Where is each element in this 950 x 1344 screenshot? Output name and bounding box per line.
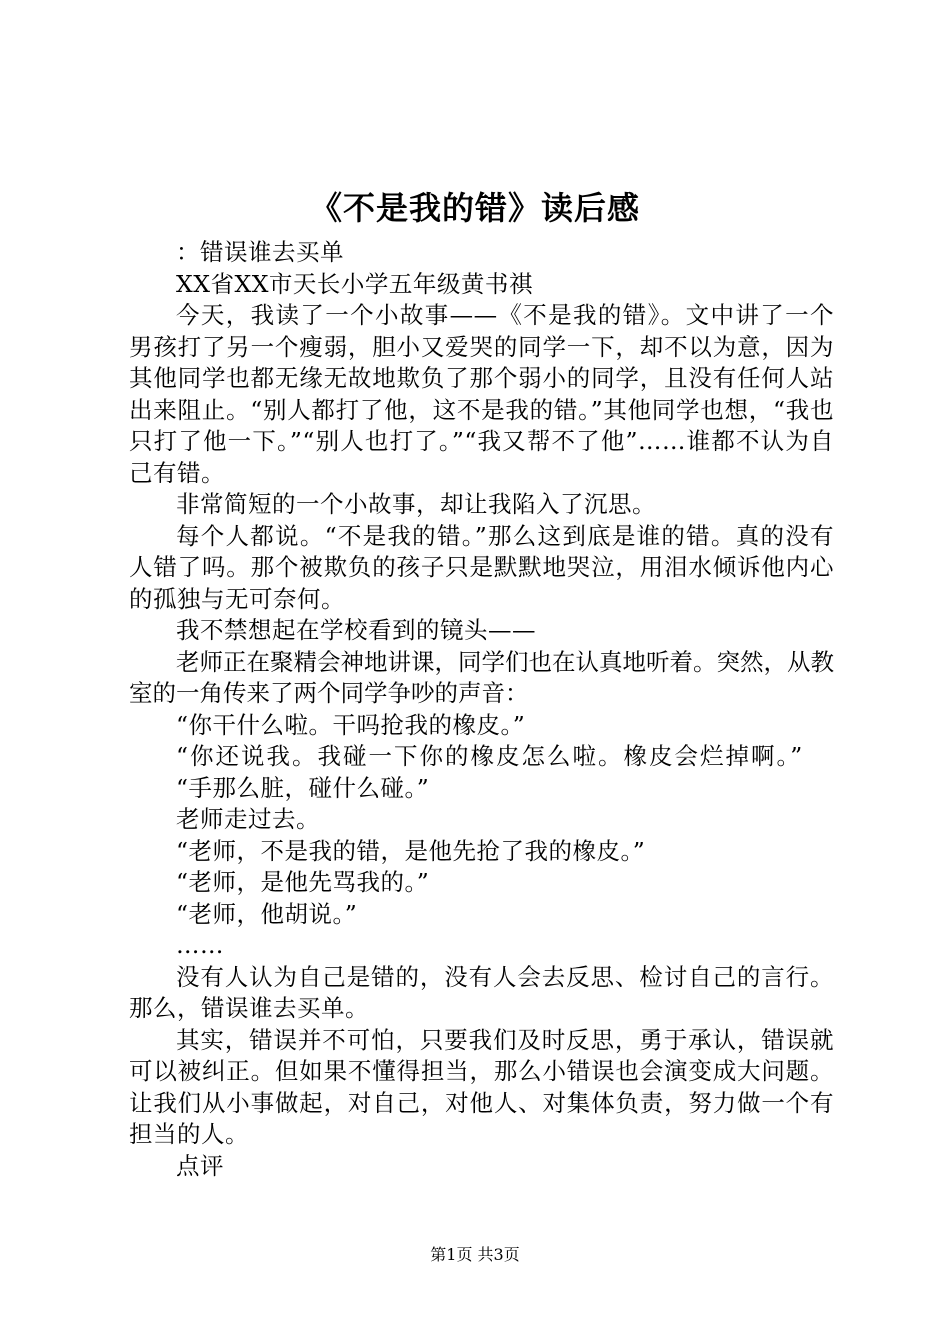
page-number-footer: 第1页 共3页	[430, 1245, 520, 1264]
body-paragraph: 老师走过去。	[176, 805, 320, 833]
body-paragraph: 其实，错误并不可怕，只要我们及时反思，勇于承认，错误就可以被纠正。但如果不懂得担当，那么小错误也会演变成大问题。让我们从小事做起，对自己，对他人、对集体负责，努力做一个有担当的人。	[129, 1025, 834, 1148]
body-paragraph: 老师正在聚精会神地讲课，同学们也在认真地听着。突然，从教室的一角传来了两个同学争吵的声音：	[129, 647, 834, 707]
document-title: 《不是我的错》读后感	[309, 189, 640, 227]
dialogue-line: “你干什么啦。干吗抢我的橡皮。”	[176, 710, 526, 739]
subtitle-paragraph: ：错误谁去买单	[176, 238, 344, 266]
ellipsis-line: ……	[176, 931, 224, 959]
dialogue-line: “老师，不是我的错，是他先抢了我的橡皮。”	[176, 836, 646, 865]
author-line: XX省XX市天长小学五年级黄书祺	[176, 269, 533, 298]
body-paragraph: 没有人认为自己是错的，没有人会去反思、检讨自己的言行。那么，错误谁去买单。	[129, 962, 834, 1022]
dialogue-line: “你还说我。我碰一下你的橡皮怎么啦。橡皮会烂掉啊。”	[176, 742, 805, 770]
body-paragraph: 今天，我读了一个小故事——《不是我的错》。文中讲了一个男孩打了另一个瘦弱，胆小又爱哭的同学一下，却不以为意，因为其他同学也都无缘无故地欺负了那个弱小的同学，且没有任何人站出来阻止。“别人都打了他，这不是我的错。”其他同学也想，“我也只打了他一下。”“别人也打了。”“我又帮不了他”……谁都不认为自己有错。	[129, 301, 834, 487]
dialogue-line: “老师，是他先骂我的。”	[176, 868, 430, 896]
dialogue-line: “老师，他胡说。”	[176, 899, 358, 928]
body-paragraph: 我不禁想起在学校看到的镜头——	[176, 616, 536, 644]
body-paragraph: 非常简短的一个小故事，却让我陷入了沉思。	[176, 490, 656, 518]
document-body	[129, 237, 834, 1182]
dialogue-line: “手那么脏，碰什么碰。”	[176, 773, 430, 802]
body-paragraph: 每个人都说。“不是我的错。”那么这到底是谁的错。真的没有人错了吗。那个被欺负的孩子只是默默地哭泣，用泪水倾诉他内心的孤独与无可奈何。	[129, 521, 834, 613]
comment-heading: 点评	[176, 1151, 224, 1180]
